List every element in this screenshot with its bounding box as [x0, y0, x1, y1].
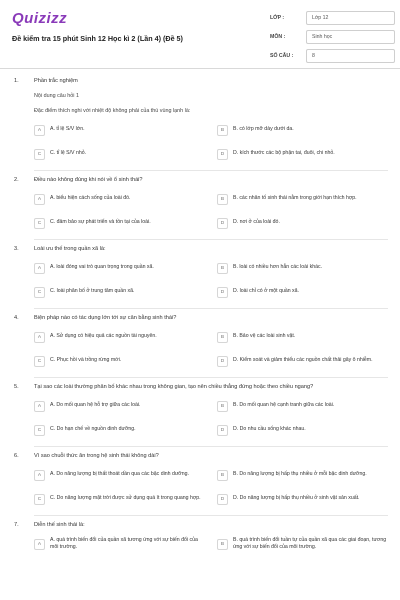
option-text: C. loài phân bố ở trung tâm quần xã. [50, 288, 135, 295]
option-letter-box[interactable]: B [217, 332, 228, 343]
question-header [14, 378, 388, 390]
answer-options [34, 465, 388, 509]
option-letter-box[interactable]: D [217, 494, 228, 505]
option-text: C. Phục hồi và trồng rừng mới. [50, 357, 122, 364]
meta-panel [270, 10, 395, 67]
question-number: 4. [14, 315, 19, 321]
question-block [14, 516, 388, 554]
answer-options [34, 534, 388, 554]
meta-row-count [270, 48, 395, 64]
answer-options [34, 327, 388, 371]
question-block [14, 171, 388, 233]
answer-option-b[interactable] [217, 534, 388, 554]
option-letter-box[interactable]: C [34, 425, 45, 436]
question-header [14, 240, 388, 252]
option-letter-box[interactable]: A [34, 332, 45, 343]
option-text: B. có lớp mỡ dày dưới da. [233, 126, 294, 133]
answer-option-b[interactable] [217, 327, 388, 347]
option-text: B. các nhân tố sinh thái nằm trong giới hạn thích hợp. [233, 195, 357, 202]
question-block [14, 240, 388, 302]
answer-option-b[interactable] [217, 396, 388, 416]
answer-option-c[interactable] [34, 489, 205, 509]
answer-options [34, 396, 388, 440]
option-letter-box[interactable]: B [217, 470, 228, 481]
answer-option-c[interactable] [34, 213, 205, 233]
answer-option-d[interactable] [217, 489, 388, 509]
option-letter-box[interactable]: D [217, 425, 228, 436]
question-block [14, 447, 388, 509]
question-header [14, 516, 388, 528]
option-text: C. Do năng lượng mặt trời được sử dụng quá ít trong quang hợp. [50, 495, 201, 502]
answer-option-a[interactable] [34, 258, 205, 278]
option-text: D. loài chỉ có ở một quần xã. [233, 288, 299, 295]
question-header [14, 447, 388, 459]
question-subtext: Đặc điểm thích nghi với nhiệt độ không phải của thú vùng lạnh là: [34, 108, 191, 114]
answer-option-d[interactable] [217, 282, 388, 302]
option-text: A. quá trình biến đổi của quần xã tương ứng với sự biến đổi của môi trường. [50, 536, 198, 550]
option-letter-box[interactable]: A [34, 401, 45, 412]
answer-options [34, 189, 388, 233]
meta-label: LỚP : [270, 15, 285, 21]
answer-option-a[interactable] [34, 120, 205, 140]
option-text: B. Do năng lượng bị hấp thụ nhiều ở mỗi bậc dinh dưỡng. [233, 471, 367, 478]
question-subtext: Nội dung câu hỏi 1 [34, 93, 79, 99]
question-header [14, 72, 388, 84]
answer-options [34, 120, 388, 164]
option-letter-box[interactable]: A [34, 194, 45, 205]
question-number: 3. [14, 246, 19, 252]
question-text: Loài ưu thế trong quần xã là: [34, 246, 106, 252]
option-text: B. Bảo vệ các loài sinh vật. [233, 333, 296, 340]
question-number: 1. [14, 78, 19, 84]
option-letter-box[interactable]: D [217, 356, 228, 367]
question-text: Điều nào không đúng khi nói về ổ sinh thái? [34, 177, 143, 183]
question-block [14, 378, 388, 440]
option-letter-box[interactable]: C [34, 494, 45, 505]
option-text: B. loài có nhiều hơn hẳn các loài khác. [233, 264, 323, 271]
option-text: C. đảm bảo sự phát triển và tồn tại của loài. [50, 219, 151, 226]
option-text: D. Kiểm soát và giảm thiểu các nguồn chất thải gây ô nhiễm. [233, 357, 373, 364]
page-title: Đề kiểm tra 15 phút Sinh 12 Học kì 2 (Lần 4) (Đề 5) [12, 34, 183, 43]
option-text: A. loài đóng vai trò quan trọng trong quần xã. [50, 264, 154, 271]
option-text: A. biểu hiện cách sống của loài đó. [50, 195, 131, 202]
option-letter-box[interactable]: A [34, 263, 45, 274]
answer-option-c[interactable] [34, 351, 205, 371]
answer-option-b[interactable] [217, 258, 388, 278]
question-text: Diễn thế sinh thái là: [34, 522, 85, 528]
option-letter-box[interactable]: C [34, 287, 45, 298]
answer-option-a[interactable] [34, 465, 205, 485]
option-text: D. Do năng lượng bị hấp thụ nhiều ở sinh vật sản xuất. [233, 495, 360, 502]
meta-label: MÔN : [270, 34, 286, 40]
question-number: 5. [14, 384, 19, 390]
meta-row-subject [270, 29, 395, 45]
option-letter-box[interactable]: D [217, 218, 228, 229]
option-letter-box[interactable]: C [34, 356, 45, 367]
option-text: D. nơi ở của loài đó. [233, 219, 280, 226]
question-text: Biện pháp nào có tác dụng lớn tới sự cân bằng sinh thái? [34, 315, 177, 321]
option-text: D. Do nhu cầu sống khác nhau. [233, 426, 306, 433]
answer-option-c[interactable] [34, 282, 205, 302]
option-text: A. tỉ lệ S/V lớn. [50, 126, 85, 133]
answer-option-c[interactable] [34, 144, 205, 164]
meta-row-class [270, 10, 395, 26]
question-header [14, 309, 388, 321]
option-letter-box[interactable]: A [34, 125, 45, 136]
question-number: 2. [14, 177, 19, 183]
answer-option-b[interactable] [217, 465, 388, 485]
option-letter-box[interactable]: B [217, 194, 228, 205]
option-text: A. Do năng lượng bị thất thoát dần qua các bậc dinh dưỡng. [50, 471, 189, 478]
answer-option-b[interactable] [217, 120, 388, 140]
option-letter-box[interactable]: D [217, 149, 228, 160]
meta-value-subject: Sinh học [306, 30, 395, 44]
question-text: Vì sao chuỗi thức ăn trong hệ sinh thái không dài? [34, 453, 159, 459]
answer-options [34, 258, 388, 302]
question-header [14, 171, 388, 183]
answer-option-a[interactable] [34, 396, 205, 416]
answer-option-d[interactable] [217, 144, 388, 164]
quizizz-logo: Quizizz [12, 10, 68, 27]
answer-option-d[interactable] [217, 420, 388, 440]
option-text: A. Do mối quan hệ hỗ trợ giữa các loài. [50, 402, 141, 409]
meta-value-count: 8 [306, 49, 395, 63]
meta-label: SỐ CÂU : [270, 53, 294, 59]
option-letter-box[interactable]: C [34, 149, 45, 160]
answer-option-a[interactable] [34, 327, 205, 347]
option-letter-box[interactable]: B [217, 125, 228, 136]
answer-option-c[interactable] [34, 420, 205, 440]
option-text: C. tỉ lệ S/V nhỏ. [50, 150, 87, 157]
answer-option-d[interactable] [217, 213, 388, 233]
option-text: C. Do hạn chế về nguồn dinh dưỡng. [50, 426, 136, 433]
answer-option-a[interactable] [34, 189, 205, 209]
option-text: B. Do mối quan hệ cạnh tranh giữa các loài. [233, 402, 335, 409]
question-number: 6. [14, 453, 19, 459]
option-text: A. Sử dụng có hiệu quả các nguồn tài nguyên. [50, 333, 157, 340]
option-letter-box[interactable]: C [34, 218, 45, 229]
question-block [14, 72, 388, 164]
question-list [0, 72, 400, 554]
answer-option-d[interactable] [217, 351, 388, 371]
option-letter-box[interactable]: B [217, 401, 228, 412]
option-letter-box[interactable]: A [34, 539, 45, 550]
answer-option-a[interactable] [34, 534, 205, 554]
option-letter-box[interactable]: B [217, 539, 228, 550]
question-text: Tại sao các loài thường phân bố khác nhau trong không gian, tạo nên chiều thẳng đứng hoặc theo chiều ngang? [34, 384, 314, 390]
option-text: D. kích thước các bộ phận tai, đuôi, chi nhỏ. [233, 150, 335, 157]
meta-value-class: Lớp 12 [306, 11, 395, 25]
answer-option-b[interactable] [217, 189, 388, 209]
option-text: B. quá trình biến đổi tuần tự của quần xã qua các giai đoạn, tương ứng với sự biến đổi của môi trường. [233, 536, 387, 550]
worksheet-header [0, 0, 400, 69]
question-number: 7. [14, 522, 19, 528]
question-text: Phần trắc nghiệm [34, 78, 78, 84]
question-block [14, 309, 388, 371]
option-letter-box[interactable]: B [217, 263, 228, 274]
option-letter-box[interactable]: D [217, 287, 228, 298]
option-letter-box[interactable]: A [34, 470, 45, 481]
